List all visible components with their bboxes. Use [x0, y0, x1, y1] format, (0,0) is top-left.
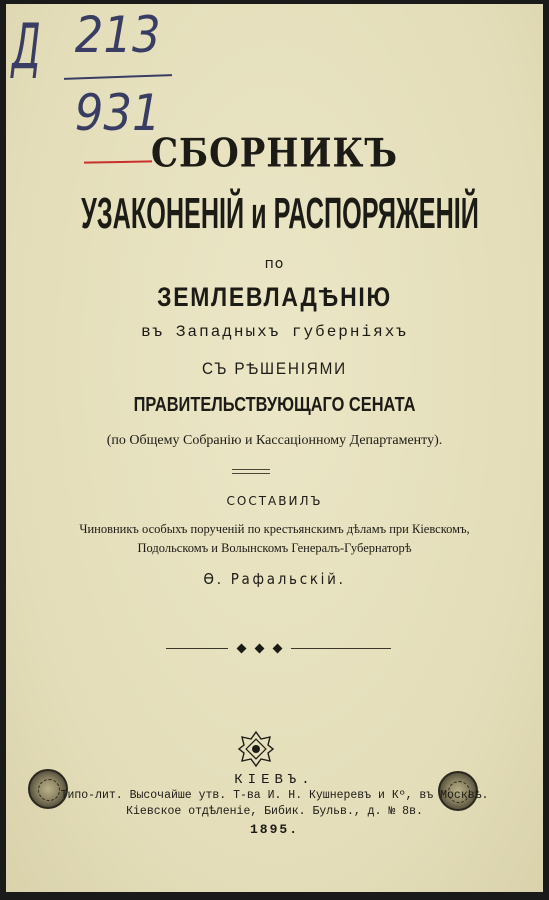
imprint-year: 1895.	[249, 822, 299, 837]
author-name: Ѳ. Рафальскій.	[203, 570, 346, 588]
title-sbornik: СБОРНИКЪ	[151, 131, 398, 177]
shelfmark-number-bottom: 931	[74, 84, 161, 142]
scan-border	[0, 892, 549, 900]
title-department-note: (по Общему Собранію и Кассаціонному Департаменту).	[106, 433, 443, 448]
title-po: по	[264, 256, 285, 272]
shelfmark-letter: Д	[11, 10, 41, 83]
ornament-divider	[166, 644, 391, 654]
title-uzakoneniy: УЗАКОНЕНІЙ и РАСПОРЯЖЕНІЙ	[81, 189, 479, 238]
imprint-city: КІЕВЪ.	[234, 772, 315, 788]
compiler-description-line2: Подольскомъ и Волынскомъ Генералъ-Губернаторѣ	[137, 541, 412, 555]
imprint-publisher-line2: Кіевское отдѣленіе, Бибик. Бульв., д. № 8в.	[126, 805, 423, 818]
shelfmark-divider	[64, 74, 172, 80]
shelfmark-number-top: 213	[74, 6, 161, 64]
title-senate: ПРАВИТЕЛЬСТВУЮЩАГО СЕНАТА	[133, 394, 416, 416]
imprint-publisher-line1: Типо-лит. Высочайше утв. Т-ва И. Н. Кушнеревъ и Кº, въ Москвѣ.	[60, 789, 489, 802]
double-rule-divider	[232, 469, 270, 474]
title-western-provinces: въ Западныхъ губерніяхъ	[141, 323, 408, 341]
printer-emblem-icon	[238, 731, 274, 767]
compiler-description-line1: Чиновникъ особыхъ порученій по крестьянскимъ дѣламъ при Кіевскомъ,	[79, 522, 470, 536]
title-s-resheniyami: СЪ РѢШЕНІЯМИ	[202, 359, 347, 378]
compiler-heading: СОСТАВИЛЪ	[226, 494, 323, 508]
title-zemlevladeniyu: ЗЕМЛЕВЛАДѢНІЮ	[157, 282, 392, 312]
title-page	[6, 4, 543, 892]
